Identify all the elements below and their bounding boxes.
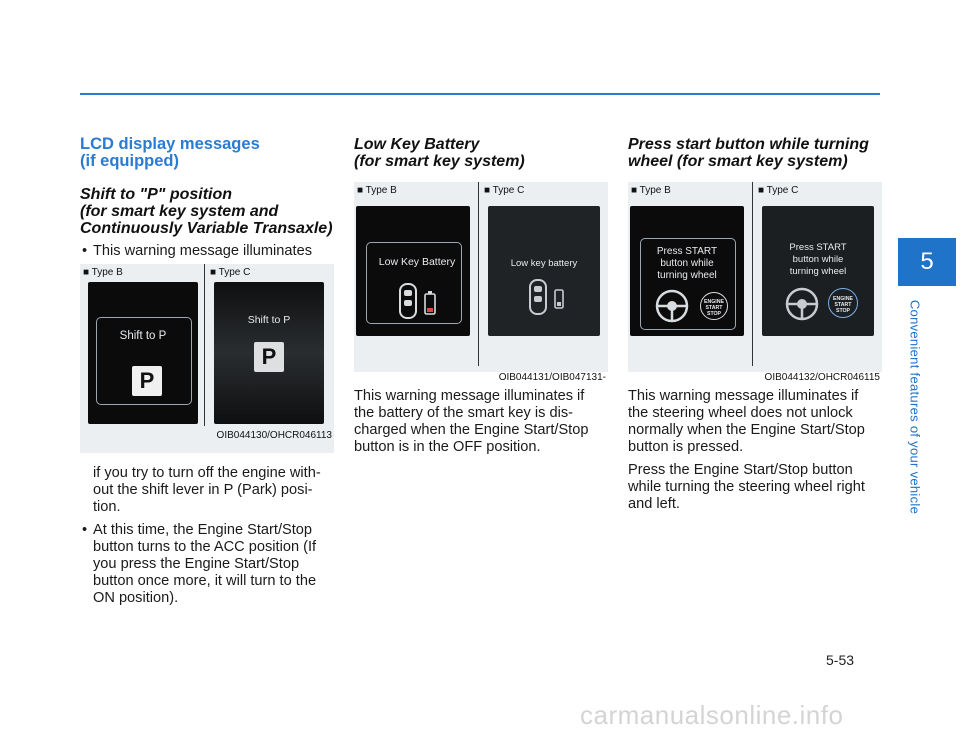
subheading-shift-to-p: Shift to "P" position (for smart key system and Continuously Variable Transaxle) (80, 186, 333, 237)
figure-label-type-c: ■ Type C (210, 267, 251, 278)
screen-type-c (488, 206, 600, 336)
screen-text: Press START button while turning wheel (789, 242, 847, 277)
paragraph: This warning message illuminates if the battery of the smart key is dis- charged when the Engine Start/Stop button is in the OFF position. (354, 388, 589, 455)
paragraph: This warning message illuminates if the steering wheel does not unlock normally when the Engine Start/Stop button is pressed. (628, 388, 865, 455)
figure-divider (204, 264, 205, 426)
screen-text: Press START button while turning wheel (656, 246, 718, 281)
figure-press-start (628, 182, 882, 383)
chapter-tab (898, 238, 956, 286)
column-lcd-messages (80, 136, 334, 607)
steering-wheel-icon (782, 284, 822, 324)
screen-type-b (356, 206, 470, 336)
paragraph: Press the Engine Start/Stop button while turning the steering wheel right and left. (628, 462, 865, 512)
watermark: carmanualsonline.info (580, 700, 844, 730)
figure-caption: OIB044132/OHCR046115 (764, 372, 880, 383)
subheading-press-start: Press start button while turning wheel (for smart key system) (628, 136, 869, 170)
figure-label-type-b: ■ Type B (631, 185, 671, 196)
bullet-text: • This warning message illuminates (80, 243, 334, 260)
top-rule (80, 93, 880, 95)
figure-caption: OIB044130/OHCR046113 (216, 430, 332, 441)
screen-text: Low Key Battery (378, 256, 456, 268)
screen-text: Shift to P (247, 314, 291, 326)
bullet-text: • At this time, the Engine Start/Stop button turns to the ACC position (If you press the Engine Start/Stop button once more, it will turn to the ON position). (80, 522, 334, 607)
chapter-title: Convenient features of your vehicle (907, 299, 923, 515)
screen-text: Low key battery (510, 258, 578, 269)
figure-divider (752, 182, 753, 366)
smart-key-icon (396, 282, 442, 322)
engine-start-stop-button-icon: ENGINE START STOP (700, 292, 728, 320)
figure-shift-to-p (80, 264, 334, 453)
smart-key-icon (526, 278, 572, 318)
figure-label-type-b: ■ Type B (357, 185, 397, 196)
screen-type-b (88, 282, 198, 424)
figure-low-key-battery (354, 182, 608, 383)
column-low-key-battery (354, 136, 608, 456)
figure-label-type-c: ■ Type C (484, 185, 525, 196)
chapter-number: 5 (920, 248, 934, 275)
engine-start-stop-button-icon: ENGINE START STOP (828, 288, 858, 318)
subheading-low-key-battery: Low Key Battery (for smart key system) (354, 136, 525, 170)
bullet-continuation: if you try to turn off the engine with- out the shift lever in P (Park) posi- tion. (93, 465, 321, 515)
screen-type-c (214, 282, 324, 424)
p-indicator: P (254, 342, 284, 372)
section-heading: LCD display messages (if equipped) (80, 135, 260, 170)
p-indicator: P (132, 366, 162, 396)
figure-caption: OIB044131/OIB047131- (498, 372, 606, 383)
page-number: 5-53 (826, 652, 855, 668)
figure-label-type-b: ■ Type B (83, 267, 123, 278)
column-press-start (628, 136, 882, 513)
screen-text: Shift to P (119, 330, 167, 342)
chapter-title-vertical (895, 294, 935, 520)
screen-type-c (762, 206, 874, 336)
screen-type-b (630, 206, 744, 336)
steering-wheel-icon (652, 286, 692, 326)
figure-divider (478, 182, 479, 366)
figure-label-type-c: ■ Type C (758, 185, 799, 196)
